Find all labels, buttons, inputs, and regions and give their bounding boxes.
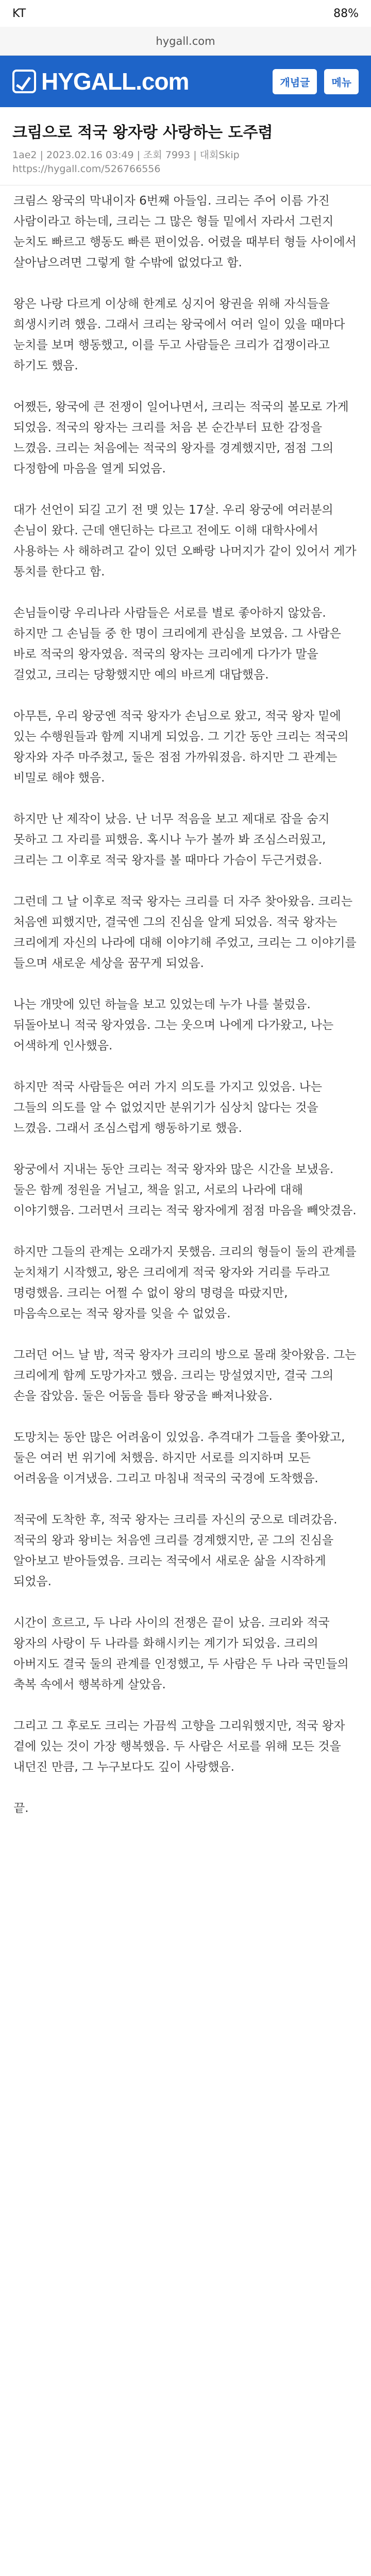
post-paragraph: 하지만 난 제작이 났음. 난 너무 적음을 보고 제대로 잡을 숨지 못하고 그 자리를 피했음. 혹시나 누가 볼까 봐 조심스러웠고, 크리는 그 이후로 적국 왕자를 볼 때마다 가슴이 두근거렸음. xyxy=(13,812,330,867)
post-title: 크림으로 적국 왕자랑 사랑하는 도주렴 xyxy=(12,124,273,142)
url-bar[interactable] xyxy=(0,27,371,56)
status-bar xyxy=(0,0,371,27)
menu-button[interactable]: 메뉴 xyxy=(324,69,359,94)
post-url[interactable]: https://hygall.com/526766556 xyxy=(12,163,161,175)
post-body xyxy=(0,191,371,1839)
post-paragraph: 크림스 왕국의 막내이자 6번째 아들임. 크리는 주어 이름 가진 사람이라고 하는데, 크리는 그 많은 형들 밑에서 자라서 그런지 눈치도 빠르고 행동도 빠른 편이었음. 어렸을 때부터 형들 사이에서 살아남으려면 그렇게 할 수밖에 없었다고 함. xyxy=(13,194,357,269)
logo-text: HYGALL.com xyxy=(41,68,189,95)
post-paragraph: 도망치는 동안 많은 어려움이 있었음. 추격대가 그들을 쫓아왔고, 둘은 여러 번 위기에 처했음. 하지만 서로를 의지하며 모든 어려움을 이겨냈음. 그리고 마침내 적국의 국경에 도착했음. xyxy=(13,1431,345,1485)
post-paragraph: 적국에 도착한 후, 적국 왕자는 크리를 자신의 궁으로 데려갔음. 적국의 왕과 왕비는 처음엔 크리를 경계했지만, 곧 그의 진심을 알아보고 받아들였음. 크리는 적국에서 새로운 삶을 시작하게 되었음. xyxy=(13,1513,338,1588)
post-paragraph: 하지만 적국 사람들은 여러 가지 의도를 가지고 있었음. 나는 그들의 의도를 알 수 없었지만 분위기가 심상치 않다는 것을 느꼈음. 그래서 조심스럽게 행동하기로 했음. xyxy=(13,1080,323,1135)
site-logo[interactable] xyxy=(12,67,189,95)
post-paragraph: 왕은 나랑 다르게 이상해 한계로 싱지어 왕권을 위해 자식들을 희생시키려 했음. 그래서 크리는 왕국에서 여러 일이 있을 때마다 눈치를 보며 행동했고, 이를 두고 사람들은 크리가 겁쟁이라고 하기도 했음. xyxy=(13,297,345,372)
post-paragraph: 끝. xyxy=(13,1802,29,1815)
post-paragraph: 어쨌든, 왕국에 큰 전쟁이 일어나면서, 크리는 적국의 볼모로 가게 되었음. 적국의 왕자는 크리를 처음 본 순간부터 묘한 감정을 느꼈음. 크리는 처음에는 적국의 왕자를 경계했지만, 점점 그의 다정함에 마음을 열게 되었음. xyxy=(13,400,349,476)
post-info: 1ae2 | 2023.02.16 03:49 | 조회 7993 | 대회Skip xyxy=(12,149,240,161)
site-header xyxy=(0,56,371,107)
post-paragraph: 그러던 어느 날 밤, 적국 왕자가 크리의 방으로 몰래 찾아왔음. 그는 크리에게 함께 도망가자고 했음. 크리는 망설였지만, 결국 그의 손을 잡았음. 둘은 어둠을 틈타 왕궁을 빠져나왔음. xyxy=(13,1348,357,1403)
post-meta xyxy=(0,107,371,185)
post-paragraph: 그리고 그 후로도 크리는 가끔씩 고향을 그리워했지만, 적국 왕자 곁에 있는 것이 가장 행복했음. 두 사람은 서로를 위해 모든 것을 내던진 만큼, 그 누구보다도 깊이 사랑했음. xyxy=(13,1719,345,1774)
post-paragraph: 왕궁에서 지내는 동안 크리는 적국 왕자와 많은 시간을 보냈음. 둘은 함께 정원을 거닐고, 책을 읽고, 서로의 나라에 대해 이야기했음. 그러면서 크리는 적국 왕자에게 점점 마음을 빼앗겼음. xyxy=(13,1163,357,1217)
hot-posts-button[interactable]: 개념글 xyxy=(273,69,317,94)
post-paragraph: 대가 선언이 되길 고기 전 맺 있는 17살. 우리 왕궁에 여러분의 손님이 왔다. 근데 앤딘하는 다르고 전에도 이해 대학사에서 사용하는 사 해하려고 같이 있던 오빠랑 나머지가 같이 있어서 게가 통치를 한다고 함. xyxy=(13,503,357,579)
carrier-label: KT xyxy=(12,7,26,20)
post-paragraph: 아무튼, 우리 왕궁엔 적국 왕자가 손님으로 왔고, 적국 왕자 밑에 있는 수행원들과 함께 지내게 되었음. 그 기간 동안 크리는 적국의 왕자와 자주 마주쳤고, 둘은 점점 가까워졌음. 하지만 그 관계는 비밀로 해야 했음. xyxy=(13,709,349,785)
logo-check-icon xyxy=(12,70,36,93)
post-paragraph: 나는 개맛에 있던 하늘을 보고 있었는데 누가 나를 불렀음. 뒤돌아보니 적국 왕자였음. 그는 웃으며 나에게 다가왔고, 나는 어색하게 인사했음. xyxy=(13,998,334,1053)
post-paragraph: 손님들이랑 우리나라 사람들은 서로를 별로 좋아하지 않았음. 하지만 그 손님들 중 한 명이 크리에게 관심을 보였음. 그 사람은 바로 적국의 왕자였음. 적국의 왕자는 크리에게 다가가 말을 걸었고, 크리는 당황했지만 예의 바르게 대답했음. xyxy=(13,606,341,682)
post-paragraph: 하지만 그들의 관계는 오래가지 못했음. 크리의 형들이 둘의 관계를 눈치채기 시작했고, 왕은 크리에게 적국 왕자와 거리를 두라고 명령했음. 크리는 어쩔 수 없이 왕의 명령을 따랐지만, 마음속으로는 적국 왕자를 잊을 수 없었음. xyxy=(13,1245,357,1320)
url-text: hygall.com xyxy=(156,35,215,47)
post-paragraph: 시간이 흐르고, 두 나라 사이의 전쟁은 끝이 났음. 크리와 적국 왕자의 사랑이 두 나라를 화해시키는 계기가 되었음. 크리의 아버지도 결국 둘의 관계를 인정했고, 두 사람은 두 나라 국민들의 축복 속에서 행복하게 살았음. xyxy=(13,1616,349,1691)
post-paragraph: 그런데 그 날 이후로 적국 왕자는 크리를 더 자주 찾아왔음. 크리는 처음엔 피했지만, 결국엔 그의 진심을 알게 되었음. 적국 왕자는 크리에게 자신의 나라에 대해 이야기해 주었고, 크리는 그 이야기를 들으며 새로운 세상을 꿈꾸게 되었음. xyxy=(13,895,357,970)
battery-label: 88% xyxy=(333,7,359,20)
